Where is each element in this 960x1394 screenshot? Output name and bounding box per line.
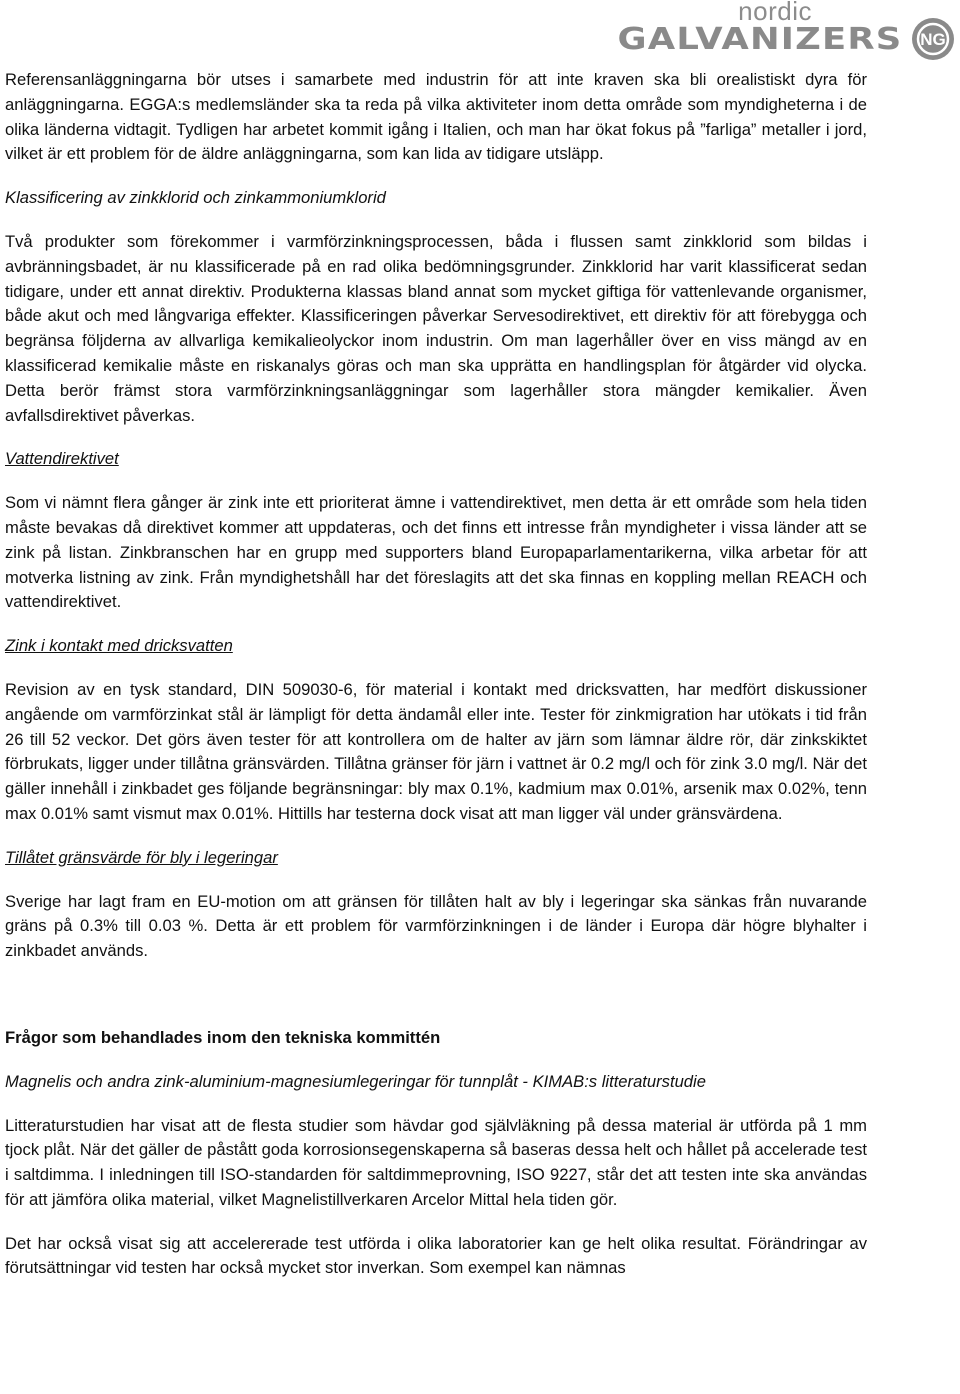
paragraph-accelerated-tests: Det har också visat sig att accelererade test utförda i olika laboratorier kan ge helt olika resultat. Förändringar av förutsättningar vid testen har också mycket stor inverkan. Som exempel kan nämnas — [5, 1233, 867, 1278]
logo-nordic-text: nordic — [738, 0, 812, 26]
paragraph-drinking-water: Revision av en tysk standard, DIN 509030-6, för material i kontakt med dricksvatten, har medfört diskussioner angående om varmförzinkat stål är lämpligt för detta ändamål eller inte. Tester för zinkmigration har utökats i tid från 26 till 52 veckor. Det görs även tester för att kontrollera om de halter av järn som lämnar äldre rör, där zinkskiktet förbrukats, ligger under tillåtna gränsvärden. Tillåtna gränser för järn i vattnet är 0.2 mg/l och för zink 3.0 mg/l. När det gäller innehåll i zinkbadet ges följande begränsningar: bly max 0.1%, kadmium max 0.01%, arsenik max 0.02%, tenn max 0.01% samt vismut max 0.01%. Hittills har testerna dock visat att man ligger väl under gränsvärdena. — [5, 679, 867, 823]
heading-magnelis: Magnelis och andra zink-aluminium-magnesiumlegeringar för tunnplåt - KIMAB:s litteraturstudie — [5, 1071, 706, 1091]
logo-emblem-text: NG — [920, 30, 946, 49]
paragraph-classification: Två produkter som förekommer i varmförzinkningsprocessen, båda i flussen samt zinkklorid som bildas i avbränningsbadet, är nu klassificerade på en rad olika bedömningsgrunder. Zinkklorid har varit klassificerat sedan tidigare, under ett annat direktiv. Produkterna klassas bland annat som mycket giftiga för vattenlevande organismer, både akut och med långvariga effekter. Klassificeringen påverkar Servesodirektivet, ett direktiv för att förebygga och begränsa följderna av allvarliga kemikalieolyckor inom industrin. Om man lagerhåller över en viss mängd av en klassificerad kemikalie måste en riskanalys göras och man ska upprätta en handlingsplan för åtgärder vid olycka. Detta berör främst stora varmförzinkningsanläggningar som lagerhåller stora mängder kemikalier. Även avfallsdirektivet påverkas. — [5, 231, 867, 425]
logo-emblem-icon — [910, 16, 956, 62]
paragraph-magnelis: Litteraturstudien har visat att de flesta studier som hävdar god självläkning på dessa material är utförda på 1 mm tjock plåt. När det gäller de påstått goda korrosionsegenskaperna så baseras dessa helt och hållet på accelerade test i saltdimma. I inledningen till ISO-standarden för saltdimmeprovning, ISO 9227, står det att testen inte ska användas för att jämföra olika material, vilket Magnelistillverkaren Arcelor Mittal hela tiden gör. — [5, 1115, 867, 1209]
logo-galvanizers-text: GALVANIZERS — [617, 22, 902, 57]
heading-technical-committee: Frågor som behandlades inom den tekniska kommittén — [5, 1027, 441, 1047]
heading-water-directive: Vattendirektivet — [5, 449, 119, 469]
heading-drinking-water: Zink i kontakt med dricksvatten — [5, 636, 233, 656]
document-body — [5, 68, 867, 1281]
company-logo — [596, 0, 956, 62]
paragraph-lead-limit: Sverige har lagt fram en EU-motion om att gränsen för tillåten halt av bly i legeringar ska sänkas från nuvarande gräns på 0.3% till 0.03 %. Detta är ett problem för varmförzinkningen i de länder i Europa där högre blyhalter i zinkbadet används. — [5, 891, 867, 961]
paragraph-water-directive: Som vi nämnt flera gånger är zink inte ett prioriterat ämne i vattendirektivet, men detta är ett område som hela tiden måste bevakas då direktivet kommer att uppdateras, och det finns ett intresse från myndigheter i vissa länder att se zink på listan. Zinkbranschen har en grupp med supporters bland Europaparlamentarikerna, vilka arbetar för att motverka listning av zink. Från myndighetshåll har det föreslagits att det ska finnas en koppling mellan REACH och vattendirektivet. — [5, 493, 867, 612]
heading-classification: Klassificering av zinkklorid och zinkammoniumklorid — [5, 188, 386, 208]
paragraph-reference-plants: Referensanläggningarna bör utses i samarbete med industrin för att inte kraven ska bli orealistiskt dyra för anläggningarna. EGGA:s medlemsländer ska ta reda på vilka aktiviteter inom detta område som myndigheterna i de olika länderna vidtagit. Tydligen har arbetet kommit igång i Italien, och man har ökat fokus på ”farliga” metaller i jord, vilket är ett problem för de äldre anläggningarna, som kan lida av tidigare utsläpp. — [5, 70, 867, 164]
heading-lead-limit: Tillåtet gränsvärde för bly i legeringar — [5, 847, 278, 867]
